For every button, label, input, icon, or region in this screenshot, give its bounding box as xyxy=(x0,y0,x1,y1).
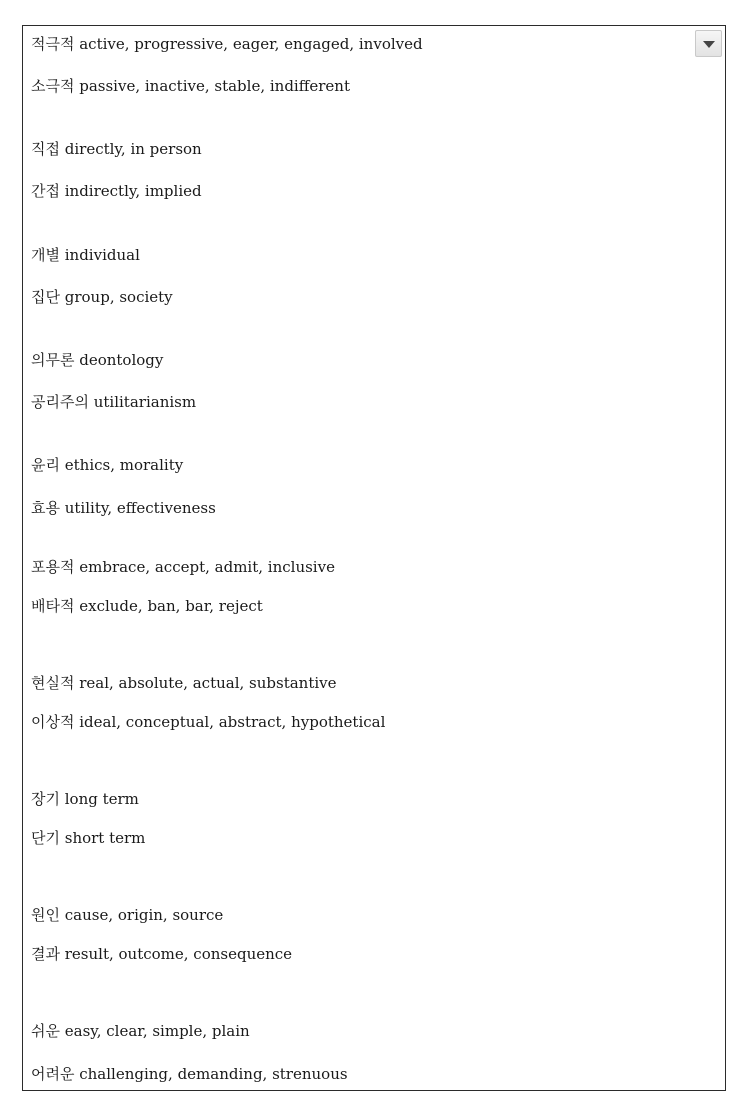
vocab-entry: 포용적 embrace, accept, admit, inclusive xyxy=(31,558,335,576)
vocab-entry: 단기 short term xyxy=(31,829,146,847)
vocab-entry: 의무론 deontology xyxy=(31,351,164,369)
vocab-entry: 간접 indirectly, implied xyxy=(31,182,202,200)
vocab-entry: 쉬운 easy, clear, simple, plain xyxy=(31,1022,250,1040)
vocab-entry: 개별 individual xyxy=(31,246,140,264)
vocab-entry: 소극적 passive, inactive, stable, indifferent xyxy=(31,77,350,95)
vocab-entry: 배타적 exclude, ban, bar, reject xyxy=(31,597,263,615)
dropdown-button[interactable] xyxy=(695,30,722,57)
vocab-entry: 어려운 challenging, demanding, strenuous xyxy=(31,1065,348,1083)
vocabulary-panel xyxy=(22,25,726,1091)
vocab-entry: 장기 long term xyxy=(31,790,139,808)
vocab-entry: 집단 group, society xyxy=(31,288,173,306)
vocab-entry: 직접 directly, in person xyxy=(31,140,202,158)
vocab-entry: 원인 cause, origin, source xyxy=(31,906,224,924)
vocab-entry: 현실적 real, absolute, actual, substantive xyxy=(31,674,337,692)
vocab-entry: 윤리 ethics, morality xyxy=(31,456,184,474)
vocab-entry: 공리주의 utilitarianism xyxy=(31,393,197,411)
vocab-entry: 효용 utility, effectiveness xyxy=(31,499,216,517)
vocab-entry: 적극적 active, progressive, eager, engaged, involved xyxy=(31,35,423,53)
vocab-entry: 결과 result, outcome, consequence xyxy=(31,945,293,963)
chevron-down-icon xyxy=(703,41,715,48)
vocab-entry: 이상적 ideal, conceptual, abstract, hypothetical xyxy=(31,713,386,731)
